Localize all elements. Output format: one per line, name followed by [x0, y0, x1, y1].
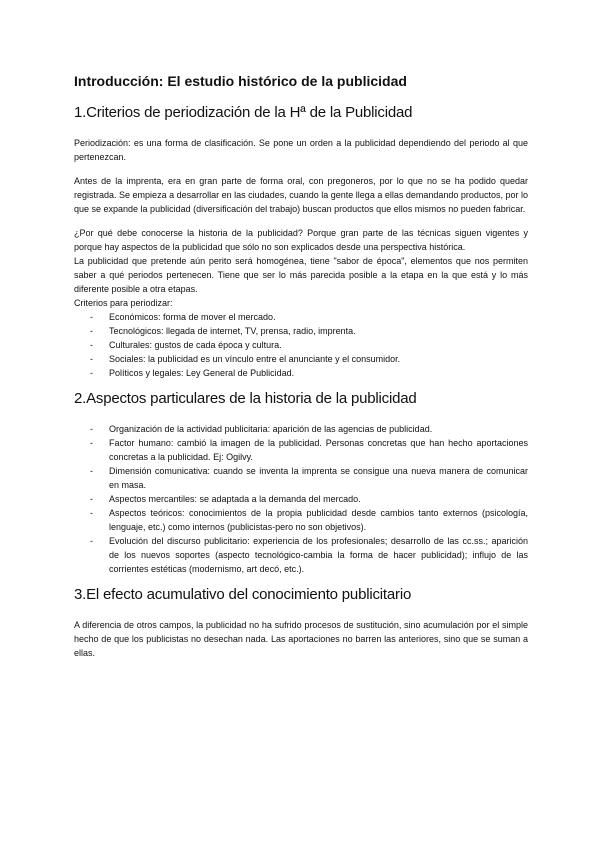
bullet-dash: - [90, 368, 93, 378]
list-item [74, 324, 528, 338]
list-item [74, 422, 528, 436]
list-item [74, 464, 528, 492]
list-item-text: Organización de la actividad publicitaria: aparición de las agencias de publicidad. [109, 424, 433, 434]
list-item [74, 492, 528, 506]
criteria-list [74, 310, 528, 380]
list-item-text: Políticos y legales: Ley General de Publicidad. [109, 368, 295, 378]
list-item-text: Económicos: forma de mover el mercado. [109, 312, 276, 322]
list-item-text: Evolución del discurso publicitario: experiencia de los profesionales; desarrollo de las cc.ss.; aparición de los nuevos soportes (aspecto tecnológico-cambia la forma de hacer publicidad); influjo de las corrientes estéticas (modernismo, art decó, etc.). [109, 536, 528, 574]
list-item-text: Aspectos teóricos: conocimientos de la propia publicidad desde cambios tanto externos (psicología, lenguaje, etc.) como internos (publicistas-pero no son objetivos). [109, 508, 528, 532]
list-item-text: Dimensión comunicativa: cuando se inventa la imprenta se consigue una nueva manera de comunicar en masa. [109, 466, 528, 490]
bullet-dash: - [90, 326, 93, 336]
bullet-dash: - [90, 424, 93, 434]
list-item [74, 534, 528, 576]
bullet-dash: - [90, 340, 93, 350]
bullet-dash: - [90, 466, 93, 476]
section-1-heading: 1.Criterios de periodización de la Hª de la Publicidad [74, 104, 413, 121]
list-item-text: Tecnológicos: llegada de internet, TV, prensa, radio, imprenta. [109, 326, 356, 336]
list-item-text: Sociales: la publicidad es un vínculo entre el anunciante y el consumidor. [109, 354, 401, 364]
list-item-text: Factor humano: cambió la imagen de la publicidad. Personas concretas que han hecho aportaciones concretas a la publicidad. Ej: Ogilvy. [109, 438, 528, 462]
document-title: Introducción: El estudio histórico de la publicidad [74, 73, 407, 89]
bullet-dash: - [90, 438, 93, 448]
list-item [74, 310, 528, 324]
section-1-paragraph: ¿Por qué debe conocerse la historia de la publicidad? Porque gran parte de las técnicas siguen vigentes y porque hay aspectos de la publicidad que sólo no son explicados desde una perspectiva histórica. [74, 228, 528, 252]
section-1-paragraph: La publicidad que pretende aún perito será homogénea, tiene "sabor de época", elementos que nos permiten saber a qué periodos pertenecen. Tiene que ser lo más parecida posible a la etapa en la que está y lo más diferente posible a otra etapas. [74, 256, 528, 294]
bullet-dash: - [90, 508, 93, 518]
list-item [74, 366, 528, 380]
list-item-text: Aspectos mercantiles: se adaptada a la demanda del mercado. [109, 494, 361, 504]
section-1-paragraph: Antes de la imprenta, era en gran parte de forma oral, con pregoneros, por lo que no se ha podido quedar registrada. Se empieza a desarrollar en las ciudades, cuando la gente llega a ellas demandando productos, por lo que se expande la publicidad (diversificación del trabajo) buscan productos que ellos mismos no pueden fabricar. [74, 176, 528, 214]
bullet-dash: - [90, 312, 93, 322]
list-item [74, 506, 528, 534]
criteria-intro: Criterios para periodizar: [74, 298, 173, 308]
list-item [74, 352, 528, 366]
aspects-list [74, 422, 528, 576]
bullet-dash: - [90, 354, 93, 364]
list-item [74, 338, 528, 352]
bullet-dash: - [90, 536, 93, 546]
bullet-dash: - [90, 494, 93, 504]
list-item-text: Culturales: gustos de cada época y cultura. [109, 340, 282, 350]
list-item [74, 436, 528, 464]
section-3-heading: 3.El efecto acumulativo del conocimiento publicitario [74, 586, 412, 603]
section-3-paragraph: A diferencia de otros campos, la publicidad no ha sufrido procesos de sustitución, sino acumulación por el simple hecho de que los publicistas no desechan nada. Las aportaciones no barren las anteriores, sino que se suman a ellas. [74, 620, 528, 658]
section-2-heading: 2.Aspectos particulares de la historia de la publicidad [74, 390, 417, 407]
section-1-paragraph: Periodización: es una forma de clasificación. Se pone un orden a la publicidad dependiendo del periodo al que pertenezcan. [74, 138, 528, 162]
